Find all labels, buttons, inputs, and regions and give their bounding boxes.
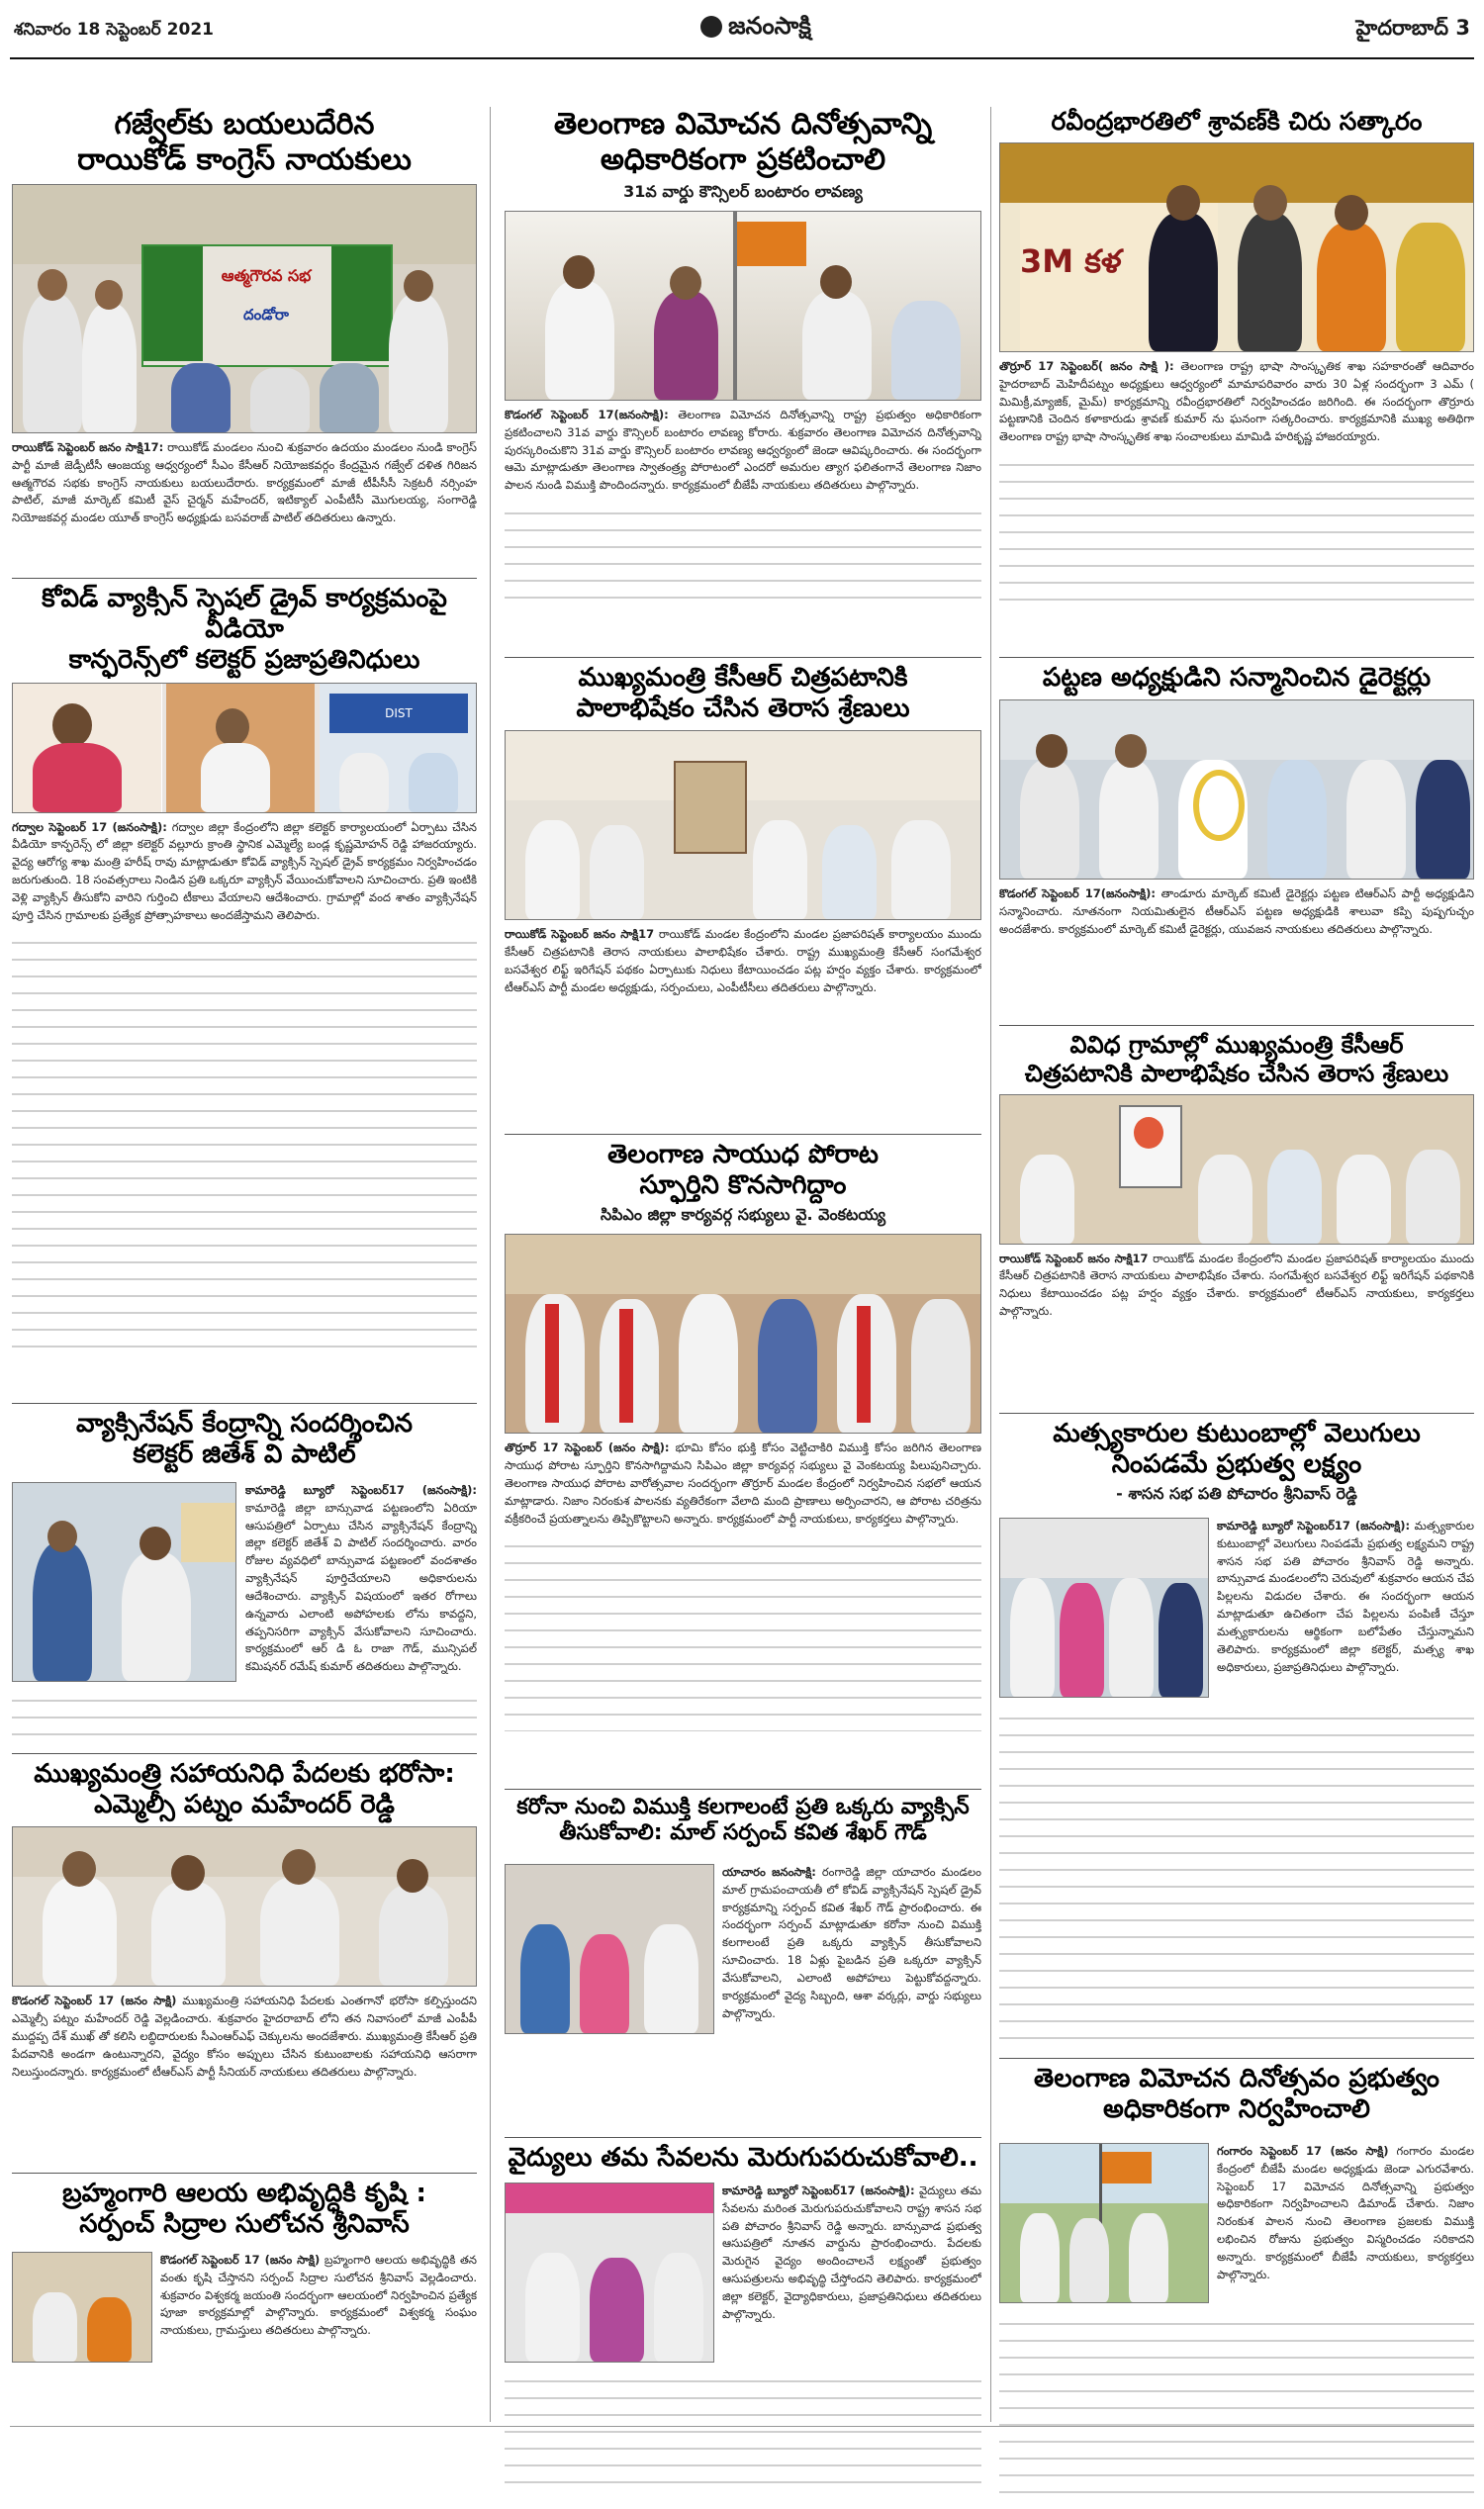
article-brahmamgari-temple (12, 2179, 477, 2505)
news-photo (505, 1864, 714, 2034)
article-separator (505, 2137, 981, 2138)
dateline: కొడంగల్ సెప్టెంబర్ 17 (జనం సాక్షి) (160, 2253, 321, 2267)
headline: సర్పంచ్ సిద్రాల సులోచన శ్రీనివాస్ (79, 2209, 410, 2240)
headline: బ్రహ్మంగారి ఆలయ అభివృద్ధికి కృషి : (62, 2179, 426, 2208)
dateline: కామారెడ్డి బ్యూరో సెప్టెంబర్17 (జనంసాక్షి): (245, 1483, 477, 1497)
column-divider (990, 107, 991, 2422)
dateline: రాయికోడ్ సెప్టెంబర్ జనం సాక్షి17 (505, 927, 655, 942)
column-divider (490, 107, 491, 2422)
dateline: కొడంగల్ సెప్టెంబర్ 17(జనంసాక్షి): (505, 408, 669, 421)
article-text: తెలంగాణ రాష్ట్ర భాషా సాంస్కృతిక శాఖ సహకారంతో ఆదివారం హైదరాబాద్ మెహిదీపట్నం అధ్యక్షులు ఆధ్వర్యంలో మామాపరివారం వారు 30 ఏళ్ల సందర్భంగా 3 ఎమ్ ( మిమిక్రీ,మ్యాజిక్, మైమ్) కార్యక్రమాన్ని రవీంద్రభారతిలో నిర్వహించడం జరిగింది. ఈ సందర్భంగా తొర్రూరు పట్టణానికి చెందిన కళాకారుడు శ్రావణ్ కుమార్ ను ఘనంగా సత్కరించారు. కార్యక్రమానికి ముఖ్య అతిథిగా తెలంగాణ రాష్ట్ర భాషా సాంస్కృతిక శాఖ సంచాలకులు మామిడి హరికృష్ణ హాజరయ్యారు. (999, 359, 1474, 444)
masthead (14, 12, 1470, 51)
article-separator (999, 657, 1474, 658)
subheadline: 31వ వార్డు కౌన్సిలర్ బంటారం లావణ్య (623, 182, 863, 201)
headline: తెలంగాణ విమోచన దినోత్సవాన్ని (553, 107, 933, 141)
news-photo (12, 2252, 152, 2363)
article-cm-relief-fund (12, 1759, 477, 2167)
news-photo (505, 730, 981, 920)
news-photo (999, 699, 1474, 880)
newspaper-name (647, 12, 865, 46)
article-separator (12, 578, 477, 579)
article-text: తాండూరు మార్కెట్ కమిటీ డైరెక్టర్లు పట్టణ టిఆర్ఎస్ పార్టీ అధ్యక్షుడిని సన్మానించారు. నూతనంగా నియమితులైన టీఆర్ఎస్ పట్టణ అధ్యక్షుడికి శాలువా కప్పి పుష్పగుచ్ఛం అందజేశారు. కార్యక్రమంలో మార్కెట్ కమిటీ డైరెక్టర్లు, యువజన నాయకులు తదితరులు పాల్గొన్నారు. (999, 886, 1474, 936)
article-ravindra-bharathi (999, 107, 1474, 651)
article-text: కామారెడ్డి జిల్లా బాన్సువాడ పట్టణంలోని ఏరియా ఆసుపత్రిలో ఏర్పాటు చేసిన వ్యాక్సినేషన్ కేంద్రాన్ని జిల్లా కలెక్టర్ జితేశ్ వి పాటిల్ సందర్శించారు. వారం రోజుల వ్యవధిలో బాన్సువాడ పట్టణంలో వందశాతం వ్యాక్సినేషన్ పూర్తిచేయాలని అధికారులను ఆదేశించారు. వ్యాక్సిన్ విషయంలో ఇతర రోగాలు ఉన్నవారు ఎలాంటి అపోహలకు లోను కావద్దని, తప్పనిసరిగా వ్యాక్సిన్ వేసుకోవాలని సూచించారు. కార్యక్రమంలో ఆర్ డి ఓ రాజా గౌడ్, మున్సిపల్ కమిషనర్ రమేష్ కుమార్ తదితరులు పాల్గొన్నారు. (245, 1500, 477, 1674)
dateline: కొడంగల్ సెప్టెంబర్ 17 (జనం సాక్షి) (12, 1994, 177, 2008)
dateline: తొర్రూర్ 17 సెప్టెంబర్ (జనం సాక్షి): (505, 1440, 670, 1455)
headline: వైద్యులు తమ సేవలను మెరుగుపరుచుకోవాలి.. (508, 2143, 978, 2173)
article-text: ముఖ్యమంత్రి సహాయనిధి పేదలకు ఎంతగానో భరోసా కల్పిస్తుందని ఎమ్మెల్సీ పట్నం మహేందర్ రెడ్డి వెల్లడించారు. శుక్రవారం హైదరాబాద్ లోని తన నివాసంలో మాజీ ఎంపీపీ ముద్దప్ప దేశ్ ముఖ్ తో కలిసి లబ్ధిదారులకు సీఎంఆర్ఎఫ్ చెక్కులను అందజేశారు. ముఖ్యమంత్రి కేసీఆర్ ప్రతి పేదవానికి అండగా ఉంటున్నారని, వైద్యం కోసం అప్పులు చేసిన కుటుంబాలకు సహాయనిధి ఆసరాగా నిలుస్తుందన్నారు. కార్యక్రమంలో టీఆర్ఎస్ పార్టీ సీనియర్ నాయకులు తదితరులు పాల్గొన్నారు. (12, 1994, 477, 2079)
article-separator (505, 1789, 981, 1790)
article-mal-sarpanch-vaccine (505, 1795, 981, 2131)
issue-date: శనివారం 18 సెప్టెంబర్ 2021 (14, 20, 214, 40)
headline: కరోనా నుంచి విముక్తి కలగాలంటే ప్రతి ఒక్కరు వ్యాక్సిన్ (516, 1795, 970, 1819)
article-kcr-portrait-milk-raikode (505, 663, 981, 1128)
headline: గజ్వేల్‌కు బయలుదేరిన (114, 107, 375, 141)
subheadline: సిపిఎం జిల్లా కార్యవర్గ సభ్యులు వై. వెంకటయ్య (600, 1205, 886, 1225)
headline: అధికారికంగా నిర్వహించాలి (1103, 2094, 1370, 2125)
news-photo (505, 1234, 981, 1434)
article-separator (505, 1134, 981, 1135)
newspaper-logo-icon (700, 16, 722, 38)
article-fishermen-families (999, 1419, 1474, 2052)
headline: వ్యాక్సినేషన్ కేంద్రాన్ని సందర్శించిన (75, 1409, 414, 1439)
article-separator (999, 2058, 1474, 2059)
article-separator (505, 657, 981, 658)
city-page-number: హైదరాబాద్ 3 (1355, 16, 1470, 40)
news-photo (12, 184, 477, 433)
newspaper-title: జనంసాక్షి (728, 12, 811, 40)
dateline: యాచారం జనంసాక్షి: (722, 1865, 816, 1879)
dateline: గద్వాల సెప్టెంబర్ 17 (జనంసాక్షి): (12, 819, 167, 834)
body-text-lines (505, 2369, 981, 2497)
article-vaccination-centre-visit (12, 1409, 477, 1747)
body-text-lines (505, 1533, 981, 1731)
headline: కాన్ఫరెన్స్‌లో కలెక్టర్ ప్రజాప్రతినిధులు (68, 645, 420, 676)
headline: పాలాభిషేకం చేసిన తెరాస శ్రేణులు (576, 694, 910, 724)
news-photo (505, 211, 981, 401)
dateline: రాయికోడ్ సెప్టెంబర్ జనం సాక్షి17: (12, 440, 164, 454)
news-photo (999, 1518, 1209, 1698)
article-doctors-service (505, 2143, 981, 2509)
article-separator (999, 1025, 1474, 1026)
article-gajwel (12, 107, 477, 572)
article-separator (12, 1403, 477, 1404)
news-photo (505, 2183, 714, 2363)
banner: ఆత్మగౌరవ సభ దండోరా (141, 244, 393, 367)
dateline: తొర్రూర్ 17 సెప్టెంబర్( జనం సాక్షి ): (999, 359, 1174, 373)
dateline: కామారెడ్డి బ్యూరో సెప్టెంబర్17 (జనంసాక్షి): (1217, 1519, 1411, 1533)
body-text-lines (12, 930, 477, 1355)
body-text-lines (505, 501, 981, 609)
headline: తీసుకోవాలి: మాల్ సర్పంచ్ కవిత శేఖర్ గౌడ్ (559, 1820, 927, 1846)
headline: తెలంగాణ విమోచన దినోత్సవం ప్రభుత్వం (1034, 2064, 1439, 2093)
masthead-rule (10, 57, 1474, 59)
headline: నింపడమే ప్రభుత్వ లక్ష్యం (1111, 1449, 1362, 1480)
dateline: రాయికోడ్ సెప్టెంబర్ జనం సాక్షి17 (999, 1251, 1149, 1265)
headline: అధికారికంగా ప్రకటించాలి (600, 142, 886, 177)
headline: కలెక్టర్ జితేశ్ వి పాటిల్ (133, 1440, 356, 1470)
article-town-president-felicitation (999, 663, 1474, 1019)
headline: ఎమ్మెల్సీ పట్నం మహేందర్ రెడ్డి (94, 1790, 395, 1820)
news-photo: 3M కళ (999, 142, 1474, 352)
footer-rule (10, 2426, 1474, 2427)
article-text: మత్స్యకారుల కుటుంబాల్లో వెలుగులు నింపడమే ప్రభుత్వ లక్ష్యమని రాష్ట్ర శాసన సభ పతి పోచారం శ్రీనివాస్ రెడ్డి అన్నారు. బాన్సువాడ మండలంలోని చెరువులో శుక్రవారం ఆయన చేప పిల్లలను విడుదల చేశారు. ఈ సందర్భంగా ఆయన మాట్లాడుతూ ఉచితంగా చేప పిల్లలను పంపిణీ చేస్తూ మత్స్యకారులను ఆర్థికంగా బలోపేతం చేస్తున్నామని తెలిపారు. కార్యక్రమంలో జిల్లా కలెక్టర్, మత్స్య శాఖ అధికారులు, ప్రజాప్రతినిధులు పాల్గొన్నారు. (1217, 1519, 1474, 1674)
body-text-lines (999, 2311, 1474, 2499)
headline: చిత్రపటానికి పాలాభిషేకం చేసిన తెరాస శ్రేణులు (1024, 1059, 1449, 1087)
dateline: గంగారం సెప్టెంబర్ 17 (జనం సాక్షి) (1217, 2144, 1389, 2158)
headline: తెలంగాణ సాయుధ పోరాట (607, 1140, 879, 1169)
article-kcr-portrait-villages (999, 1031, 1474, 1407)
article-text: భూమి కోసం భుక్తి కోసం వెట్టిచాకిరి విముక్తి కోసం జరిగిన తెలంగాణ సాయుధ పోరాట స్ఫూర్తిని కొనసాగిద్దామని సిపిఎం జిల్లా కార్యవర్గ సభ్యులు వై వెంకటయ్య పిలుపునిచ్చారు. తెలంగాణ సాయుధ పోరాట వారోత్సవాల సందర్భంగా తొర్రూర్ మండల కేంద్రంలో నిర్వహించిన సభలో ఆయన మాట్లాడారు. నిజాం నిరంకుశ పాలనకు వ్యతిరేకంగా వేలాది మంది ప్రాణాలు అర్పించారని, ఆ పోరాట చరిత్రను వక్రీకరించే ప్రయత్నాలను తిప్పికొట్టాలని అన్నారు. కార్యక్రమంలో పార్టీ నాయకులు, కార్యకర్తలు పాల్గొన్నారు. (505, 1440, 981, 1526)
news-photo: DIST (12, 683, 477, 813)
body-text-lines (999, 452, 1474, 601)
headline: పట్టణ అధ్యక్షుడిని సన్మానించిన డైరెక్టర్లు (1042, 663, 1432, 693)
subheadline: - శాసన సభ పతి పోచారం శ్రీనివాస్ రెడ్డి (1116, 1484, 1357, 1504)
headline: వివిధ గ్రామాల్లో ముఖ్యమంత్రి కేసీఆర్ (1069, 1031, 1404, 1059)
article-text: రాయికోడ్ మండలం నుంచి శుక్రవారం ఉదయం మండలం నుండి కాంగ్రెస్ పార్టీ మాజీ జెడ్పీటీసీ ఆంజయ్య ఆధ్వర్యంలో సీఎం కేసీఆర్ నియోజకవర్గం కేంద్రమైన గజ్వేల్ దళిత గిరిజన ఆత్మగౌరవ సభకు కాంగ్రెస్ నాయకులు బయలుదేరారు. కార్యక్రమంలో మాజీ టీపీసీసీ సెక్రటరీ నర్సింహ పాటిల్, మాజీ మార్కెట్ కమిటీ వైస్ చైర్మన్ మహేందర్, ఇటిక్యాల్ ఎంపీటీసీ మొగులయ్య, సంగారెడ్డి నియోజకవర్గ మండల యూత్ కాంగ్రెస్ అధ్యక్షుడు బసవరాజ్ పాటిల్ తదితరులు ఉన్నారు. (12, 440, 477, 525)
body-text-lines (999, 1706, 1474, 2042)
headline: కోవిడ్ వ్యాక్సిన్ స్పెషల్ డ్రైవ్ కార్యక్రమంపై వీడియో (42, 584, 447, 645)
headline: మత్స్యకారుల కుటుంబాల్లో వెలుగులు (1053, 1419, 1421, 1448)
article-separator (12, 2173, 477, 2174)
article-liberation-day-councillor (505, 107, 981, 651)
article-text: రాయికోడ్ మండల కేంద్రంలోని మండల ప్రజాపరిషత్ కార్యాలయం ముందు కేసీఆర్ చిత్రపటానికి తెరాస నాయకులు పాలాభిషేకం చేశారు. రాష్ట్ర ముఖ్యమంత్రి కేసీఆర్ సంగమేశ్వర బసవేశ్వర లిఫ్ట్ ఇరిగేషన్ పథకం ఏర్పాటుకు నిధులు కేటాయించడం పట్ల హర్షం వ్యక్తం చేశారు. కార్యక్రమంలో టీఆర్ఎస్ పార్టీ మండల అధ్యక్షుడు, సర్పంచులు, ఎంపీటీసీలు తదితరులు పాల్గొన్నారు. (505, 927, 981, 994)
headline: రాయికోడ్ కాంగ్రెస్ నాయకులు (77, 142, 412, 177)
article-separator (12, 1753, 477, 1754)
news-photo (999, 2143, 1209, 2303)
article-text: గద్వాల జిల్లా కేంద్రంలోని జిల్లా కలెక్టర్ కార్యాలయంలో ఏర్పాటు చేసిన వీడియో కాన్ఫరెన్స్ లో జిల్లా కలెక్టర్ వల్లూరు క్రాంతి స్థానిక ఎమ్మెల్యే బండ్ల కృష్ణమోహన్ రెడ్డి హాజరయ్యారు. వైద్య ఆరోగ్య శాఖ మంత్రి హరీష్ రావు మాట్లాడుతూ కోవిడ్ వ్యాక్సిన్ స్పెషల్ డ్రైవ్ కార్యక్రమం నిర్వహించడం జరుగుతుంది. 18 సంవత్సరాలు నిండిన ప్రతి ఒక్కరూ వ్యాక్సిన్ వేయించుకోవాలని సూచించారు. ప్రతి ఇంటికి వెళ్లి వ్యాక్సిన్ తీసుకోని వారిని గుర్తించి టీకాలు వేయాలని ఆదేశించారు. గ్రామాల్లో వంద శాతం వ్యాక్సినేషన్ పూర్తి చేసిన గ్రామాలకు ప్రత్యేక ప్రోత్సాహకాలు అందజేస్తామని తెలిపారు. (12, 819, 477, 922)
article-text: వైద్యులు తమ సేవలను మరింత మెరుగుపరుచుకోవాలని రాష్ట్ర శాసన సభ పతి పోచారం శ్రీనివాస్ రెడ్డి అన్నారు. బాన్సువాడ ప్రభుత్వ ఆసుపత్రిలో నూతన వార్డును ప్రారంభించారు. పేదలకు మెరుగైన వైద్యం అందించాలనే లక్ష్యంతో ప్రభుత్వం ఆసుపత్రులను అభివృద్ధి చేస్తోందని తెలిపారు. కార్యక్రమంలో జిల్లా కలెక్టర్, వైద్యాధికారులు, ప్రజాప్రతినిధులు తదితరులు పాల్గొన్నారు. (722, 2184, 981, 2321)
article-liberation-day-gangaram (999, 2064, 1474, 2509)
article-text: తెలంగాణ విమోచన దినోత్సవాన్ని రాష్ట్ర ప్రభుత్వం అధికారికంగా ప్రకటించాలని 31వ వార్డు కౌన్సిలర్ బంటారం లావణ్య కోరారు. శుక్రవారం తెలంగాణ విమోచన దినోత్సవాన్ని పురస్కరించుకొని 31వ వార్డు కౌన్సిలర్ బంటారం లావణ్య ఆధ్వర్యంలో జెండా ఆవిష్కరించారు. ఈ సందర్భంగా ఆమె మాట్లాడుతూ తెలంగాణ స్వాతంత్ర్య పోరాటంలో ఎందరో అమరుల త్యాగ ఫలితంగానే తెలంగాణ నిజాం పాలన నుండి విముక్తి పొందిందన్నారు. కార్యక్రమంలో బీజేపీ నాయకులు తదితరులు పాల్గొన్నారు. (505, 408, 981, 493)
article-covid-video-conference (12, 584, 477, 1395)
dateline: కొడంగల్ సెప్టెంబర్ 17(జనంసాక్షి): (999, 886, 1156, 901)
headline: ముఖ్యమంత్రి సహాయనిధి పేదలకు భరోసా: (34, 1759, 455, 1789)
article-text: రాయికోడ్ మండల కేంద్రంలోని మండల ప్రజాపరిషత్ కార్యాలయం ముందు కేసీఆర్ చిత్రపటానికి తెరాస నాయకులు పాలాభిషేకం చేశారు. సంగమేశ్వర బసవేశ్వర లిఫ్ట్ ఇరిగేషన్ పథకానికి నిధులు కేటాయించడం పట్ల హర్షం వ్యక్తం చేశారు. కార్యక్రమంలో టీఆర్ఎస్ నాయకులు, కార్యకర్తలు పాల్గొన్నారు. (999, 1251, 1474, 1319)
article-armed-struggle (505, 1140, 981, 1783)
news-photo (999, 1094, 1474, 1245)
article-separator (999, 1413, 1474, 1414)
headline: ముఖ్యమంత్రి కేసీఆర్ చిత్రపటానికి (578, 663, 908, 693)
headline: రవీంద్రభారతిలో శ్రావణ్‌కి చిరు సత్కారం (1051, 107, 1423, 136)
dateline: కామారెడ్డి బ్యూరో సెప్టెంబర్17 (జనంసాక్షి): (722, 2184, 915, 2197)
article-text: బ్రహ్మంగారి ఆలయ అభివృద్ధికి తన వంతు కృషి చేస్తానని సర్పంచ్ సిద్రాల సులోచన శ్రీనివాస్ వెల్లడించారు. శుక్రవారం విశ్వకర్మ జయంతి సందర్భంగా ఆలయంలో నిర్వహించిన ప్రత్యేక పూజా కార్యక్రమాల్లో పాల్గొన్నారు. కార్యక్రమంలో విశ్వకర్మ సంఘం నాయకులు, గ్రామస్తులు తదితరులు పాల్గొన్నారు. (160, 2253, 477, 2338)
article-text: రంగారెడ్డి జిల్లా యాచారం మండలం మాల్ గ్రామపంచాయతీ లో కోవిడ్ వ్యాక్సినేషన్ స్పెషల్ డ్రైవ్ కార్యక్రమాన్ని సర్పంచ్ కవిత శేఖర్ గౌడ్ ప్రారంభించారు. ఈ సందర్భంగా సర్పంచ్ మాట్లాడుతూ కరోనా నుంచి విముక్తి కలగాలంటే ప్రతి ఒక్కరు వ్యాక్సిన్ తీసుకోవాలని సూచించారు. 18 ఏళ్లు పైబడిన ప్రతి ఒక్కరూ వ్యాక్సిన్ వేసుకోవాలని, ఎలాంటి అపోహలు పెట్టుకోవద్దన్నారు. కార్యక్రమంలో వైద్య సిబ్బంది, ఆశా వర్కర్లు, వార్డు సభ్యులు పాల్గొన్నారు. (722, 1865, 981, 2020)
body-text-lines (12, 1688, 477, 1743)
article-text: గంగారం మండల కేంద్రంలో బీజేపీ మండల అధ్యక్షుడు జెండా ఎగురవేశారు. సెప్టెంబర్ 17 విమోచన దినోత్సవాన్ని ప్రభుత్వం అధికారికంగా నిర్వహించాలని డిమాండ్ చేశారు. నిజాం నిరంకుశ పాలన నుంచి తెలంగాణ ప్రజలకు విముక్తి లభించిన రోజును ప్రభుత్వం విస్మరించడం సరికాదని అన్నారు. కార్యక్రమంలో బీజేపీ నాయకులు, కార్యకర్తలు పాల్గొన్నారు. (1217, 2144, 1474, 2281)
news-photo (12, 1826, 477, 1987)
news-photo (12, 1482, 236, 1682)
headline: స్ఫూర్తిని కొనసాగిద్దాం (639, 1170, 847, 1201)
